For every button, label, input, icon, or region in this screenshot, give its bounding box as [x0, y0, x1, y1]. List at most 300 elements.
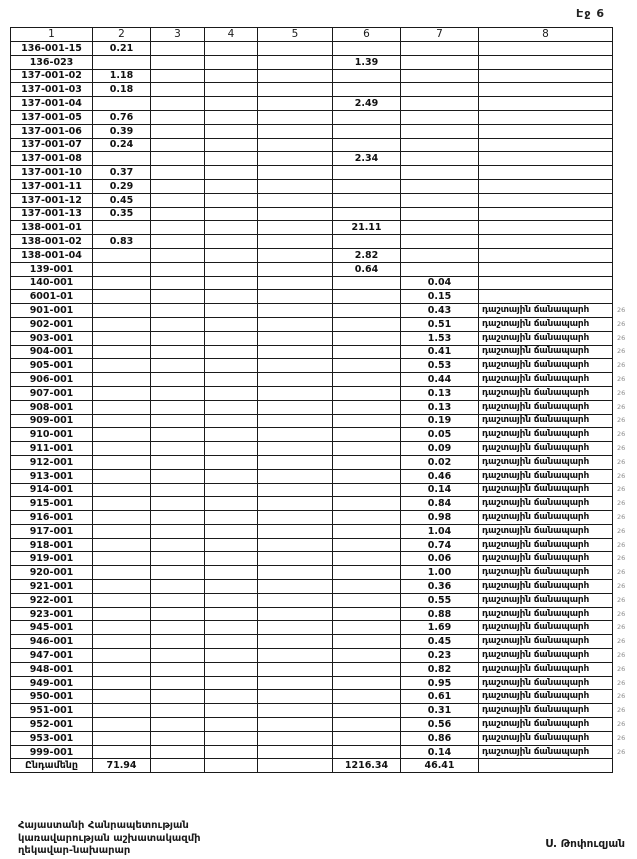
margin-annotation: 26 — [617, 595, 626, 604]
cell — [151, 690, 205, 704]
cell — [258, 138, 333, 152]
margin-annotation — [613, 207, 635, 221]
cell: 0.44 — [401, 373, 479, 387]
cell — [333, 718, 401, 732]
margin-annotation: 26 — [617, 554, 626, 563]
table-row — [11, 635, 635, 649]
cell — [151, 248, 205, 262]
cell: դաշտային ճանապարհ — [479, 662, 613, 676]
cell: 140-001 — [11, 276, 93, 290]
cell — [205, 593, 258, 607]
cell — [205, 235, 258, 249]
cell: 914-001 — [11, 483, 93, 497]
cell: 137-001-12 — [11, 193, 93, 207]
cell: դաշտային ճանապարհ — [479, 690, 613, 704]
table-row — [11, 483, 635, 497]
cell — [205, 580, 258, 594]
cell: 137-001-06 — [11, 124, 93, 138]
cell — [205, 718, 258, 732]
margin-annotation — [613, 248, 635, 262]
cell: 0.45 — [93, 193, 151, 207]
cell — [258, 731, 333, 745]
cell — [258, 428, 333, 442]
table-row — [11, 221, 635, 235]
cell — [205, 538, 258, 552]
cell: 137-001-04 — [11, 97, 93, 111]
margin-annotation: 26 — [617, 678, 626, 687]
margin-annotation: 26 — [617, 706, 626, 715]
cell: 903-001 — [11, 331, 93, 345]
cell — [333, 676, 401, 690]
cell — [93, 152, 151, 166]
cell: 912-001 — [11, 455, 93, 469]
table-row — [11, 317, 635, 331]
cell — [151, 635, 205, 649]
cell — [333, 635, 401, 649]
cell — [258, 152, 333, 166]
cell — [479, 235, 613, 249]
cell: 907-001 — [11, 386, 93, 400]
cell: 138-001-02 — [11, 235, 93, 249]
column-header: 8 — [479, 28, 613, 42]
cell — [151, 55, 205, 69]
cell — [333, 731, 401, 745]
cell — [258, 593, 333, 607]
cell — [333, 649, 401, 663]
cell: դաշտային ճանապարհ — [479, 359, 613, 373]
cell — [93, 469, 151, 483]
table-row — [11, 207, 635, 221]
table-row — [11, 179, 635, 193]
cell — [205, 662, 258, 676]
cell: 913-001 — [11, 469, 93, 483]
cell: 0.37 — [93, 166, 151, 180]
cell — [258, 552, 333, 566]
cell — [93, 331, 151, 345]
cell — [151, 442, 205, 456]
cell — [151, 511, 205, 525]
table-row — [11, 83, 635, 97]
cell — [401, 193, 479, 207]
margin-annotation: 26 — [617, 623, 626, 632]
cell: 953-001 — [11, 731, 93, 745]
cell: դաշտային ճանապարհ — [479, 497, 613, 511]
cell: 950-001 — [11, 690, 93, 704]
margin-annotation: 26 — [617, 306, 626, 315]
cell — [258, 690, 333, 704]
cell — [479, 42, 613, 56]
cell — [258, 414, 333, 428]
cell: դաշտային ճանապարհ — [479, 552, 613, 566]
cell: 0.02 — [401, 455, 479, 469]
cell — [205, 607, 258, 621]
cell — [479, 166, 613, 180]
cell: 909-001 — [11, 414, 93, 428]
cell — [258, 124, 333, 138]
margin-annotation: 26 — [617, 333, 626, 342]
cell — [151, 69, 205, 83]
cell — [401, 55, 479, 69]
table-row — [11, 745, 635, 759]
cell — [205, 69, 258, 83]
cell — [205, 731, 258, 745]
cell: դաշտային ճանապարհ — [479, 511, 613, 525]
cell — [205, 442, 258, 456]
cell — [93, 690, 151, 704]
cell — [151, 524, 205, 538]
cell — [93, 607, 151, 621]
cell — [258, 317, 333, 331]
cell — [333, 497, 401, 511]
cell — [93, 511, 151, 525]
cell: դաշտային ճանապարհ — [479, 566, 613, 580]
table-row — [11, 262, 635, 276]
cell — [205, 124, 258, 138]
cell — [479, 124, 613, 138]
cell: 902-001 — [11, 317, 93, 331]
cell — [333, 455, 401, 469]
cell — [205, 290, 258, 304]
cell: 137-001-05 — [11, 110, 93, 124]
cell — [479, 83, 613, 97]
table-row — [11, 621, 635, 635]
cell: 905-001 — [11, 359, 93, 373]
cell — [333, 593, 401, 607]
cell — [93, 455, 151, 469]
cell: Ընդամենը — [11, 759, 93, 773]
margin-annotation: 26 — [617, 540, 626, 549]
cell — [205, 276, 258, 290]
cell — [258, 704, 333, 718]
table-row — [11, 359, 635, 373]
cell — [151, 304, 205, 318]
cell — [258, 538, 333, 552]
cell — [151, 138, 205, 152]
margin-annotation: 26 — [617, 430, 626, 439]
cell — [205, 690, 258, 704]
cell: 71.94 — [93, 759, 151, 773]
cell — [151, 552, 205, 566]
cell — [205, 248, 258, 262]
cell: 0.64 — [333, 262, 401, 276]
cell: 1.53 — [401, 331, 479, 345]
table-row — [11, 193, 635, 207]
margin-annotation: 26 — [617, 485, 626, 494]
cell — [333, 704, 401, 718]
cell: 906-001 — [11, 373, 93, 387]
cell — [205, 97, 258, 111]
cell — [93, 635, 151, 649]
cell: 0.15 — [401, 290, 479, 304]
cell — [333, 662, 401, 676]
table-row — [11, 676, 635, 690]
cell — [205, 345, 258, 359]
cell — [333, 386, 401, 400]
cell: 999-001 — [11, 745, 93, 759]
footer-org-line: կառավարության աշխատակազմի — [18, 832, 201, 844]
cell — [333, 745, 401, 759]
cell — [205, 469, 258, 483]
cell — [151, 455, 205, 469]
cell — [151, 662, 205, 676]
cell — [93, 676, 151, 690]
cell: 0.36 — [401, 580, 479, 594]
cell — [151, 469, 205, 483]
cell: դաշտային ճանապարհ — [479, 649, 613, 663]
cell — [333, 511, 401, 525]
cell — [479, 207, 613, 221]
cell — [258, 55, 333, 69]
margin-annotation: 26 — [617, 733, 626, 742]
cell — [333, 538, 401, 552]
cell: դաշտային ճանապարհ — [479, 455, 613, 469]
cell — [151, 42, 205, 56]
cell — [151, 83, 205, 97]
cell — [93, 221, 151, 235]
cell — [258, 635, 333, 649]
cell — [151, 221, 205, 235]
margin-annotation — [613, 262, 635, 276]
cell: 921-001 — [11, 580, 93, 594]
cell: 137-001-13 — [11, 207, 93, 221]
cell — [151, 607, 205, 621]
cell — [151, 317, 205, 331]
margin-annotation — [613, 110, 635, 124]
cell: 0.13 — [401, 386, 479, 400]
margin-annotation: 26 — [617, 719, 626, 728]
cell: դաշտային ճանապարհ — [479, 304, 613, 318]
data-table — [10, 27, 635, 773]
footer-org-line: Հայաստանի Հանրապետության — [18, 820, 189, 831]
table-row — [11, 455, 635, 469]
cell — [333, 442, 401, 456]
cell: 904-001 — [11, 345, 93, 359]
cell — [258, 69, 333, 83]
table-row — [11, 524, 635, 538]
cell: դաշտային ճանապարհ — [479, 428, 613, 442]
margin-annotation: 26 — [617, 637, 626, 646]
margin-annotation — [613, 42, 635, 56]
cell — [258, 42, 333, 56]
cell: 1.04 — [401, 524, 479, 538]
cell — [205, 193, 258, 207]
column-header: 4 — [205, 28, 258, 42]
cell — [258, 235, 333, 249]
cell — [333, 138, 401, 152]
margin-annotation: 26 — [617, 416, 626, 425]
cell: 1216.34 — [333, 759, 401, 773]
cell — [93, 304, 151, 318]
margin-annotation — [613, 124, 635, 138]
cell: 0.13 — [401, 400, 479, 414]
cell — [333, 166, 401, 180]
margin-annotation — [613, 193, 635, 207]
margin-annotation — [613, 152, 635, 166]
cell: 0.88 — [401, 607, 479, 621]
cell — [93, 262, 151, 276]
column-header: 6 — [333, 28, 401, 42]
cell: 952-001 — [11, 718, 93, 732]
column-header: 3 — [151, 28, 205, 42]
table-row — [11, 442, 635, 456]
margin-annotation: 26 — [617, 568, 626, 577]
margin-annotation — [613, 166, 635, 180]
cell — [333, 373, 401, 387]
cell — [151, 718, 205, 732]
cell — [401, 138, 479, 152]
cell: 0.21 — [93, 42, 151, 56]
margin-annotation — [613, 69, 635, 83]
cell — [205, 676, 258, 690]
cell — [93, 718, 151, 732]
cell: 1.18 — [93, 69, 151, 83]
cell — [479, 110, 613, 124]
table-row — [11, 566, 635, 580]
table-row — [11, 511, 635, 525]
margin-annotation: 26 — [617, 457, 626, 466]
cell — [151, 593, 205, 607]
cell — [258, 524, 333, 538]
cell — [258, 607, 333, 621]
cell — [258, 207, 333, 221]
cell — [151, 759, 205, 773]
table-row — [11, 152, 635, 166]
cell — [151, 276, 205, 290]
cell — [258, 745, 333, 759]
cell: դաշտային ճանապարհ — [479, 386, 613, 400]
table-row — [11, 69, 635, 83]
cell: 1.39 — [333, 55, 401, 69]
cell — [333, 621, 401, 635]
cell: դաշտային ճանապարհ — [479, 345, 613, 359]
cell: 0.95 — [401, 676, 479, 690]
margin-annotation — [613, 221, 635, 235]
table-row — [11, 469, 635, 483]
table-row — [11, 248, 635, 262]
table-row — [11, 400, 635, 414]
cell — [333, 83, 401, 97]
cell — [151, 386, 205, 400]
cell — [205, 373, 258, 387]
cell — [333, 290, 401, 304]
cell: 0.45 — [401, 635, 479, 649]
cell — [93, 428, 151, 442]
cell — [479, 55, 613, 69]
cell — [151, 110, 205, 124]
table-row — [11, 580, 635, 594]
cell: 0.23 — [401, 649, 479, 663]
margin-annotation: 26 — [617, 664, 626, 673]
cell: դաշտային ճանապարհ — [479, 483, 613, 497]
cell: 0.05 — [401, 428, 479, 442]
cell — [258, 469, 333, 483]
cell: 138-001-01 — [11, 221, 93, 235]
cell: դաշտային ճանապարհ — [479, 524, 613, 538]
table-row — [11, 304, 635, 318]
cell — [401, 83, 479, 97]
cell — [205, 497, 258, 511]
cell: 6001-01 — [11, 290, 93, 304]
cell — [205, 359, 258, 373]
margin-annotation — [613, 235, 635, 249]
cell: դաշտային ճանապարհ — [479, 414, 613, 428]
cell — [93, 97, 151, 111]
cell — [205, 483, 258, 497]
table-row — [11, 607, 635, 621]
margin-annotation: 26 — [617, 444, 626, 452]
cell — [333, 580, 401, 594]
cell: 0.24 — [93, 138, 151, 152]
cell: դաշտային ճանապարհ — [479, 635, 613, 649]
cell: 138-001-04 — [11, 248, 93, 262]
margin-annotation: 26 — [617, 747, 626, 756]
cell — [93, 414, 151, 428]
cell — [151, 331, 205, 345]
footer-org-line: ղեկավար-նախարար — [18, 845, 131, 856]
table-row — [11, 345, 635, 359]
cell — [333, 69, 401, 83]
cell: դաշտային ճանապարհ — [479, 331, 613, 345]
table-row — [11, 110, 635, 124]
cell — [258, 110, 333, 124]
cell — [93, 290, 151, 304]
cell — [333, 690, 401, 704]
table-row — [11, 290, 635, 304]
cell: 917-001 — [11, 524, 93, 538]
cell — [258, 193, 333, 207]
cell: 137-001-10 — [11, 166, 93, 180]
cell: 0.09 — [401, 442, 479, 456]
cell — [258, 497, 333, 511]
cell — [479, 179, 613, 193]
cell — [479, 138, 613, 152]
cell — [151, 731, 205, 745]
margin-annotation — [613, 759, 635, 773]
cell: 0.14 — [401, 483, 479, 497]
cell — [205, 166, 258, 180]
cell — [333, 317, 401, 331]
margin-annotation: 26 — [617, 471, 626, 480]
table-row — [11, 428, 635, 442]
cell — [93, 386, 151, 400]
cell — [333, 193, 401, 207]
cell — [333, 524, 401, 538]
cell — [401, 221, 479, 235]
cell: 0.76 — [93, 110, 151, 124]
cell — [401, 248, 479, 262]
cell — [401, 179, 479, 193]
cell — [205, 304, 258, 318]
cell — [93, 649, 151, 663]
table-row — [11, 138, 635, 152]
cell — [205, 221, 258, 235]
cell — [151, 235, 205, 249]
cell: 2.49 — [333, 97, 401, 111]
cell — [93, 317, 151, 331]
cell — [151, 359, 205, 373]
cell — [258, 649, 333, 663]
cell — [479, 152, 613, 166]
margin-annotation — [613, 138, 635, 152]
cell — [205, 745, 258, 759]
cell: 947-001 — [11, 649, 93, 663]
cell — [333, 469, 401, 483]
cell — [151, 483, 205, 497]
cell: դաշտային ճանապարհ — [479, 373, 613, 387]
margin-annotation — [613, 28, 635, 42]
cell — [258, 621, 333, 635]
cell — [258, 179, 333, 193]
